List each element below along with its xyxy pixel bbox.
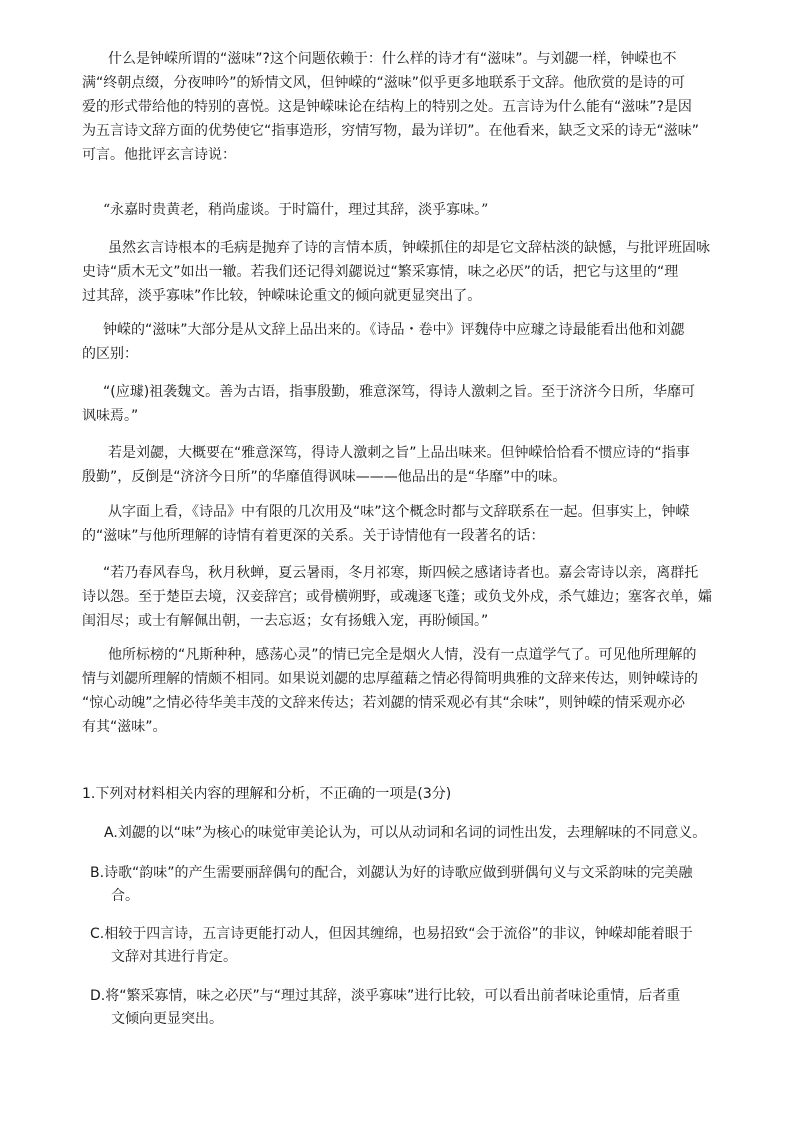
text-line: “惊心动魄”之情必待华美丰茂的文辞来传达；若刘勰的情采观必有其“余味”，则钟嵘的情采观亦必 xyxy=(82,695,686,711)
text-line: 情与刘勰所理解的情颇不相同。如果说刘勰的忠厚蕴藉之情必得简明典雅的文辞来传达，则钟嵘诗的 xyxy=(82,671,698,687)
text-line: 满“终朝点缀，分夜呻吟”的矫情文风，但钟嵘的“滋味”似乎更多地联系于文辞。他欣赏的是诗的可 xyxy=(82,75,686,91)
text-line: B.诗歌“韵味”的产生需要丽辞偶句的配合，刘勰认为好的诗歌应做到骈偶句义与文采韵味的完美融 xyxy=(90,865,693,881)
question-stem: 1.下列对材料相关内容的理解和分析，不正确的一项是(3分) xyxy=(82,786,452,802)
text-line: 虽然玄言诗根本的毛病是抛弃了诗的言情本质，钟嵘抓住的却是它文辞枯淡的缺憾，与批评班固咏 xyxy=(108,240,710,256)
text-line: 讽味焉。” xyxy=(82,408,139,424)
text-line: 的“滋味”与他所理解的诗情有着更深的关系。关于诗情他有一段著名的话： xyxy=(82,528,545,544)
text-line: 有其“滋味”。 xyxy=(82,719,167,735)
text-line: 史诗“质木无文”如出一辙。若我们还记得刘勰说过“繁采寡情，味之必厌”的话，把它与这里的“理 xyxy=(82,264,679,280)
text-line: “(应璩)祖袭魏文。善为古语，指事殷勤，雅意深笃，得诗人激刺之旨。至于济济今日所，华靡可 xyxy=(103,384,696,400)
text-line: 过其辞，淡乎寡味”作比较，钟嵘味论重文的倾向就更显突出了。 xyxy=(82,288,482,304)
text-line: 他所标榜的“凡斯种种，感荡心灵”的情已完全是烟火人情，没有一点道学气了。可见他所理解的 xyxy=(108,647,697,663)
text-line: 殷勤”，反倒是“济济今日所”的华靡值得讽味———他品出的是“华靡”中的味。 xyxy=(82,469,567,485)
text-line: C.相较于四言诗，五言诗更能打动人，但因其缠绵，也易招致“会于流俗”的非议，钟嵘却能着眼于 xyxy=(90,926,693,942)
text-line: 文倾向更显突出。 xyxy=(111,1011,223,1027)
text-line: 为五言诗文辞方面的优势使它“指事造形，穷情写物，最为详切”。在他看来，缺乏文采的诗无“滋味” xyxy=(82,123,700,139)
text-line: D.将“繁采寡情，味之必厌”与“理过其辞，淡乎寡味”进行比较，可以看出前者味论重情，后者重 xyxy=(90,988,681,1004)
text-line: A.刘勰的以“味”为核心的味觉审美论认为，可以从动词和名词的词性出发，去理解味的不同意义。 xyxy=(104,825,707,841)
text-line: 钟嵘的“滋味”大部分是从文辞上品出来的。《诗品・卷中》评魏侍中应璩之诗最能看出他和刘勰 xyxy=(103,322,685,338)
text-line: “永嘉时贵黄老，稍尚虚谈。于时篇什，理过其辞，淡乎寡味。” xyxy=(103,202,489,218)
text-line: 诗以怨。至于楚臣去境，汉妾辞宫；或骨横朔野，或魂逐飞蓬；或负戈外戍，杀气雄边；塞客衣单，孀 xyxy=(82,589,712,605)
text-line: 合。 xyxy=(111,888,139,904)
text-line: 文辞对其进行肯定。 xyxy=(111,949,237,965)
text-line: 可言。他批评玄言诗说： xyxy=(82,147,236,163)
text-line: “若乃春风春鸟，秋月秋蝉，夏云暑雨，冬月祁寒，斯四候之感诸诗者也。嘉会寄诗以亲，离群托 xyxy=(103,565,699,581)
text-line: 闺泪尽；或士有解佩出朝，一去忘返；女有扬蛾入宠，再盼倾国。” xyxy=(82,613,489,629)
text-line: 爱的形式带给他的特别的喜悦。这是钟嵘味论在结构上的特别之处。五言诗为什么能有“滋味”?是因 xyxy=(82,99,692,115)
text-line: 若是刘勰，大概要在“雅意深笃，得诗人激刺之旨”上品出味来。但钟嵘恰恰看不惯应诗的“指事 xyxy=(108,445,690,461)
text-line: 什么是钟嵘所谓的“滋味”?这个问题依赖于：什么样的诗才有“滋味”。与刘勰一样，钟嵘也不 xyxy=(108,51,677,67)
text-line: 从字面上看，《诗品》中有限的几次用及“味”这个概念时都与文辞联系在一起。但事实上，钟嵘 xyxy=(108,504,690,520)
text-line: 的区别： xyxy=(82,346,138,362)
